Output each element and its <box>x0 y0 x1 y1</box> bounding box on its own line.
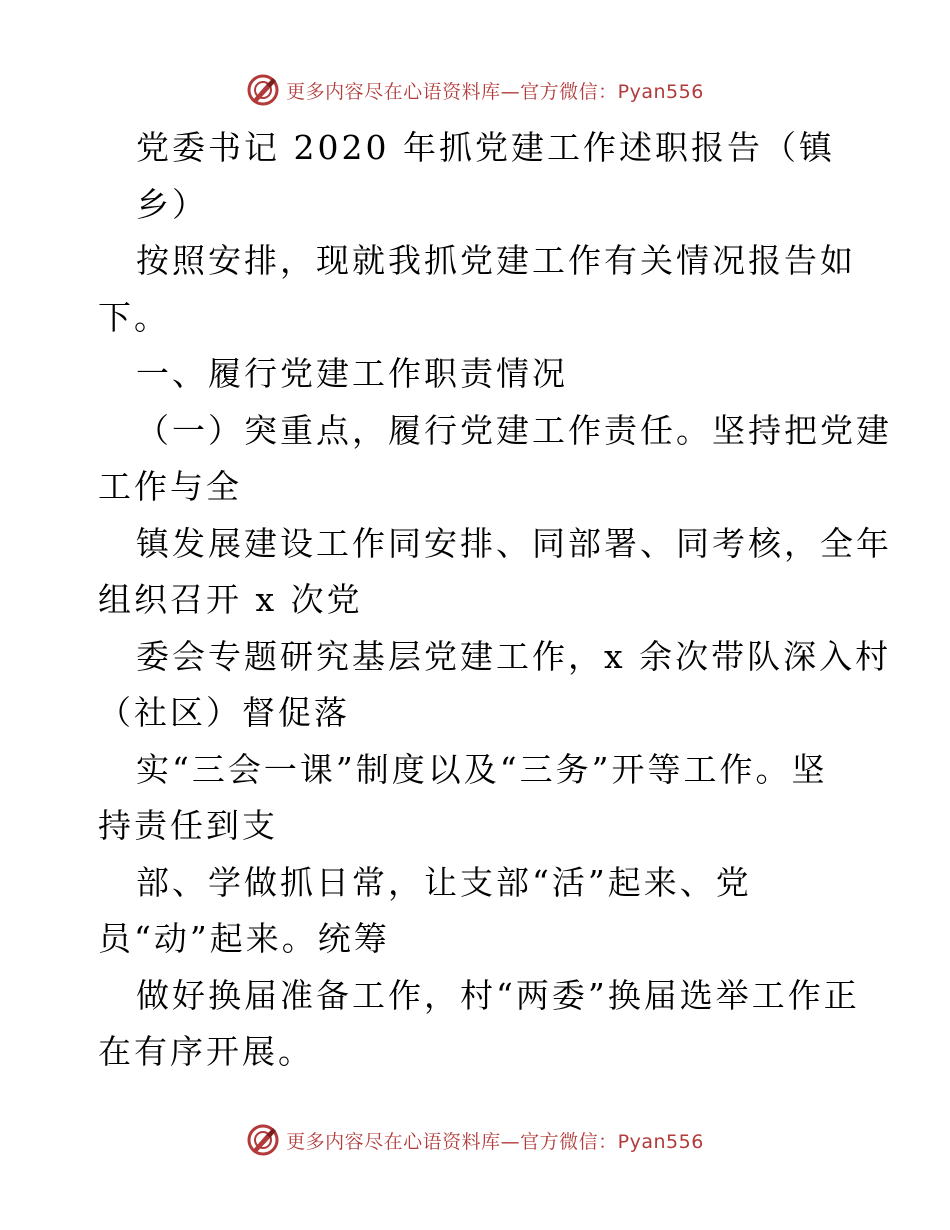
pen-logo-icon <box>246 73 280 107</box>
document-title-line-1: 党委书记 2020 年抓党建工作述职报告（镇 <box>136 128 835 167</box>
document-title-line-2: 乡） <box>136 184 208 224</box>
paragraph-line: 按照安排，现就我抓党建工作有关情况报告如 <box>136 241 856 280</box>
paragraph-line: 做好换届准备工作，村“两委”换届选举工作正 <box>136 975 860 1015</box>
header-watermark-banner <box>0 70 950 110</box>
paragraph-line: 工作与全 <box>98 467 242 506</box>
section-heading: 一、履行党建工作职责情况 <box>136 354 568 393</box>
footer-watermark-text: 更多内容尽在心语资料库—官方微信：Pyan556 <box>286 1130 704 1153</box>
paragraph-line: （社区）督促落 <box>98 693 350 732</box>
paragraph-line: 部、学做抓日常，让支部“活”起来、党 <box>136 862 752 902</box>
paragraph-line: 在有序开展。 <box>98 1032 314 1071</box>
footer-watermark-banner <box>0 1120 950 1160</box>
header-watermark-text: 更多内容尽在心语资料库—官方微信：Pyan556 <box>286 80 704 103</box>
paragraph-line: 员“动”起来。统筹 <box>98 919 390 958</box>
document-body <box>98 120 892 1081</box>
paragraph-line: 持责任到支 <box>98 806 278 845</box>
pen-logo-icon <box>246 1123 280 1157</box>
paragraph-line: 实“三会一课”制度以及“三务”开等工作。坚 <box>136 749 828 789</box>
paragraph-line: （一）突重点，履行党建工作责任。坚持把党建 <box>136 410 892 450</box>
paragraph-line: 下。 <box>98 297 170 337</box>
paragraph-line: 镇发展建设工作同安排、同部署、同考核，全年 <box>136 523 892 563</box>
paragraph-line: 委会专题研究基层党建工作，x 余次带队深入村 <box>136 636 892 676</box>
paragraph-line: 组织召开 x 次党 <box>98 580 363 619</box>
